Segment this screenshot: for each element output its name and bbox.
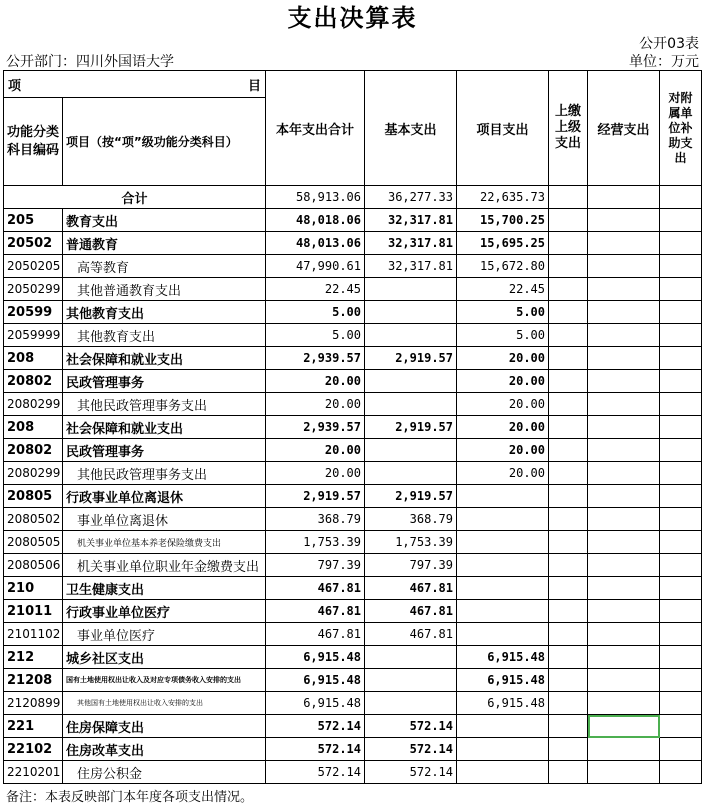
row-subsidy[interactable] (660, 623, 702, 646)
row-upper[interactable] (549, 531, 588, 554)
row-project[interactable]: 20.00 (457, 416, 549, 439)
table-code: 公开03表 (639, 36, 699, 52)
row-business[interactable] (588, 577, 660, 600)
row-code[interactable]: 2080506 (4, 554, 63, 577)
row-total[interactable]: 2,919.57 (266, 485, 365, 508)
row-name[interactable]: 其他民政管理事务支出 (63, 462, 266, 485)
row-total[interactable]: 5.00 (266, 301, 365, 324)
row-upper[interactable] (549, 232, 588, 255)
table-row (4, 462, 702, 485)
row-name[interactable]: 机关事业单位基本养老保险缴费支出 (63, 531, 266, 554)
row-business[interactable] (588, 761, 660, 784)
row-name[interactable]: 其他教育支出 (63, 301, 266, 324)
row-code[interactable]: 2080502 (4, 508, 63, 531)
row-project[interactable]: 15,695.25 (457, 232, 549, 255)
row-project[interactable] (457, 531, 549, 554)
row-name[interactable]: 行政事业单位医疗 (63, 600, 266, 623)
row-total[interactable]: 572.14 (266, 738, 365, 761)
row-project[interactable]: 6,915.48 (457, 669, 549, 692)
total-project[interactable]: 22,635.73 (457, 186, 549, 209)
row-business[interactable] (588, 738, 660, 761)
total-label[interactable]: 合计 (4, 186, 266, 209)
row-total[interactable]: 6,915.48 (266, 669, 365, 692)
row-basic[interactable]: 2,919.57 (365, 485, 457, 508)
row-business[interactable] (588, 439, 660, 462)
table-row (4, 439, 702, 462)
row-basic[interactable]: 368.79 (365, 508, 457, 531)
row-code[interactable]: 2120899 (4, 692, 63, 715)
row-subsidy[interactable] (660, 738, 702, 761)
row-upper[interactable] (549, 669, 588, 692)
row-basic[interactable]: 467.81 (365, 577, 457, 600)
table-row (4, 508, 702, 531)
footnote: 备注：本表反映部门本年度各项支出情况。 (6, 790, 254, 805)
row-name[interactable]: 卫生健康支出 (63, 577, 266, 600)
row-upper[interactable] (549, 393, 588, 416)
row-business[interactable] (588, 692, 660, 715)
row-project[interactable] (457, 600, 549, 623)
header-name[interactable]: 项目（按“项”级功能分类科目） (63, 98, 266, 186)
row-code[interactable]: 2080299 (4, 393, 63, 416)
row-project[interactable]: 20.00 (457, 347, 549, 370)
header-subsidy[interactable]: 对附属单位补助支出 (660, 71, 702, 186)
header-code[interactable]: 功能分类科目编码 (4, 98, 63, 186)
row-upper[interactable] (549, 738, 588, 761)
row-business[interactable] (588, 301, 660, 324)
row-subsidy[interactable] (660, 508, 702, 531)
row-name[interactable]: 教育支出 (63, 209, 266, 232)
row-total[interactable]: 6,915.48 (266, 692, 365, 715)
row-subsidy[interactable] (660, 761, 702, 784)
row-upper[interactable] (549, 347, 588, 370)
table-row (4, 209, 702, 232)
row-project[interactable] (457, 738, 549, 761)
row-subsidy[interactable] (660, 301, 702, 324)
row-upper[interactable] (549, 462, 588, 485)
row-name[interactable]: 其他教育支出 (63, 324, 266, 347)
header-upper[interactable]: 上缴上级支出 (549, 71, 588, 186)
row-basic[interactable] (365, 439, 457, 462)
row-code[interactable]: 2080299 (4, 462, 63, 485)
department-label: 公开部门：四川外国语大学 (6, 54, 174, 70)
row-upper[interactable] (549, 255, 588, 278)
row-code[interactable]: 21208 (4, 669, 63, 692)
row-total[interactable]: 20.00 (266, 370, 365, 393)
table-row (4, 255, 702, 278)
row-business[interactable] (588, 485, 660, 508)
row-project[interactable] (457, 761, 549, 784)
header-item-cell[interactable] (4, 71, 266, 98)
row-subsidy[interactable] (660, 715, 702, 738)
row-subsidy[interactable] (660, 232, 702, 255)
row-project[interactable]: 5.00 (457, 324, 549, 347)
row-code[interactable]: 22102 (4, 738, 63, 761)
row-project[interactable]: 15,672.80 (457, 255, 549, 278)
table-row (4, 692, 702, 715)
row-total[interactable]: 20.00 (266, 462, 365, 485)
row-name[interactable]: 普通教育 (63, 232, 266, 255)
row-subsidy[interactable] (660, 692, 702, 715)
row-upper[interactable] (549, 370, 588, 393)
row-upper[interactable] (549, 623, 588, 646)
header-item-left: 项 (8, 79, 22, 94)
row-subsidy[interactable] (660, 554, 702, 577)
row-upper[interactable] (549, 646, 588, 669)
row-basic[interactable]: 32,317.81 (365, 232, 457, 255)
row-basic[interactable]: 32,317.81 (365, 209, 457, 232)
row-business[interactable] (588, 232, 660, 255)
row-code[interactable]: 20599 (4, 301, 63, 324)
row-project[interactable]: 22.45 (457, 278, 549, 301)
row-subsidy[interactable] (660, 600, 702, 623)
row-project[interactable]: 6,915.48 (457, 646, 549, 669)
row-upper[interactable] (549, 600, 588, 623)
table-row (4, 347, 702, 370)
header-project[interactable]: 项目支出 (457, 71, 549, 186)
row-basic[interactable]: 572.14 (365, 715, 457, 738)
row-code[interactable]: 2210201 (4, 761, 63, 784)
row-basic[interactable]: 2,919.57 (365, 416, 457, 439)
row-subsidy[interactable] (660, 370, 702, 393)
row-business[interactable] (588, 255, 660, 278)
row-code[interactable]: 20802 (4, 439, 63, 462)
row-total[interactable]: 2,939.57 (266, 347, 365, 370)
total-business[interactable] (588, 186, 660, 209)
row-subsidy[interactable] (660, 646, 702, 669)
header-total[interactable]: 本年支出合计 (266, 71, 365, 186)
row-upper[interactable] (549, 485, 588, 508)
table-row (4, 278, 702, 301)
table-row (4, 715, 702, 738)
total-upper[interactable] (549, 186, 588, 209)
row-basic[interactable] (365, 646, 457, 669)
row-basic[interactable] (365, 301, 457, 324)
table-row (4, 416, 702, 439)
table-row (4, 600, 702, 623)
table-row (4, 324, 702, 347)
table-row (4, 623, 702, 646)
row-total[interactable]: 5.00 (266, 324, 365, 347)
table-row (4, 232, 702, 255)
table-row (4, 531, 702, 554)
row-business[interactable] (588, 393, 660, 416)
row-name[interactable]: 社会保障和就业支出 (63, 416, 266, 439)
total-subsidy[interactable] (660, 186, 702, 209)
row-project[interactable] (457, 715, 549, 738)
row-basic[interactable]: 1,753.39 (365, 531, 457, 554)
row-code[interactable]: 212 (4, 646, 63, 669)
row-subsidy[interactable] (660, 462, 702, 485)
row-name[interactable]: 事业单位离退休 (63, 508, 266, 531)
row-upper[interactable] (549, 324, 588, 347)
unit-label: 单位：万元 (629, 54, 699, 70)
table-row (4, 761, 702, 784)
row-total[interactable]: 2,939.57 (266, 416, 365, 439)
row-upper[interactable] (549, 278, 588, 301)
row-name[interactable]: 机关事业单位职业年金缴费支出 (63, 554, 266, 577)
row-basic[interactable]: 797.39 (365, 554, 457, 577)
row-business[interactable] (588, 623, 660, 646)
row-subsidy[interactable] (660, 255, 702, 278)
row-subsidy[interactable] (660, 278, 702, 301)
row-code[interactable]: 21011 (4, 600, 63, 623)
row-total[interactable]: 467.81 (266, 600, 365, 623)
row-total[interactable]: 22.45 (266, 278, 365, 301)
row-upper[interactable] (549, 554, 588, 577)
row-basic[interactable]: 572.14 (365, 761, 457, 784)
row-code[interactable]: 2050299 (4, 278, 63, 301)
row-upper[interactable] (549, 761, 588, 784)
row-code[interactable]: 208 (4, 347, 63, 370)
row-basic[interactable] (365, 370, 457, 393)
row-name[interactable]: 高等教育 (63, 255, 266, 278)
row-project[interactable] (457, 577, 549, 600)
row-code[interactable]: 205 (4, 209, 63, 232)
row-subsidy[interactable] (660, 485, 702, 508)
row-project[interactable] (457, 623, 549, 646)
row-total[interactable]: 467.81 (266, 623, 365, 646)
table-row (4, 577, 702, 600)
row-total[interactable]: 797.39 (266, 554, 365, 577)
row-total[interactable]: 572.14 (266, 715, 365, 738)
row-business[interactable] (588, 324, 660, 347)
row-subsidy[interactable] (660, 577, 702, 600)
row-basic[interactable] (365, 278, 457, 301)
row-subsidy[interactable] (660, 416, 702, 439)
row-total[interactable]: 20.00 (266, 393, 365, 416)
row-subsidy[interactable] (660, 209, 702, 232)
row-basic[interactable]: 2,919.57 (365, 347, 457, 370)
row-upper[interactable] (549, 209, 588, 232)
table-row (4, 370, 702, 393)
row-business[interactable] (588, 462, 660, 485)
row-total[interactable]: 572.14 (266, 761, 365, 784)
row-total[interactable]: 6,915.48 (266, 646, 365, 669)
row-total[interactable]: 47,990.61 (266, 255, 365, 278)
row-upper[interactable] (549, 301, 588, 324)
row-total[interactable]: 467.81 (266, 577, 365, 600)
row-project[interactable]: 5.00 (457, 301, 549, 324)
row-total[interactable]: 48,018.06 (266, 209, 365, 232)
row-basic[interactable] (365, 692, 457, 715)
row-project[interactable]: 20.00 (457, 370, 549, 393)
row-name[interactable]: 民政管理事务 (63, 439, 266, 462)
row-project[interactable]: 6,915.48 (457, 692, 549, 715)
row-name[interactable]: 住房改革支出 (63, 738, 266, 761)
row-business[interactable] (588, 508, 660, 531)
row-business[interactable] (588, 600, 660, 623)
row-project[interactable]: 20.00 (457, 393, 549, 416)
total-basic[interactable]: 36,277.33 (365, 186, 457, 209)
row-upper[interactable] (549, 715, 588, 738)
row-project[interactable] (457, 485, 549, 508)
row-code[interactable]: 20805 (4, 485, 63, 508)
row-basic[interactable] (365, 393, 457, 416)
row-business[interactable] (588, 646, 660, 669)
row-project[interactable]: 20.00 (457, 462, 549, 485)
row-name[interactable]: 其他民政管理事务支出 (63, 393, 266, 416)
row-subsidy[interactable] (660, 324, 702, 347)
row-name[interactable]: 行政事业单位离退休 (63, 485, 266, 508)
row-upper[interactable] (549, 508, 588, 531)
header-item-right: 目 (247, 79, 261, 94)
row-upper[interactable] (549, 577, 588, 600)
row-name[interactable]: 住房公积金 (63, 761, 266, 784)
row-code[interactable]: 20802 (4, 370, 63, 393)
row-total[interactable]: 20.00 (266, 439, 365, 462)
row-business[interactable] (588, 416, 660, 439)
table-row (4, 485, 702, 508)
row-basic[interactable]: 467.81 (365, 600, 457, 623)
row-code[interactable]: 2059999 (4, 324, 63, 347)
table-row (4, 301, 702, 324)
row-project[interactable]: 15,700.25 (457, 209, 549, 232)
row-basic[interactable] (365, 669, 457, 692)
table-row (4, 646, 702, 669)
row-basic[interactable]: 32,317.81 (365, 255, 457, 278)
expenditure-table (3, 70, 702, 784)
row-total[interactable]: 1,753.39 (266, 531, 365, 554)
row-code[interactable]: 2080505 (4, 531, 63, 554)
row-business[interactable] (588, 370, 660, 393)
row-subsidy[interactable] (660, 669, 702, 692)
row-project[interactable]: 20.00 (457, 439, 549, 462)
row-business[interactable] (588, 347, 660, 370)
row-business[interactable] (588, 278, 660, 301)
row-subsidy[interactable] (660, 439, 702, 462)
row-upper[interactable] (549, 439, 588, 462)
row-code[interactable]: 2101102 (4, 623, 63, 646)
row-subsidy[interactable] (660, 347, 702, 370)
row-code[interactable]: 210 (4, 577, 63, 600)
row-business[interactable] (588, 554, 660, 577)
table-row (4, 554, 702, 577)
row-name[interactable]: 其他国有土地使用权出让收入安排的支出 (63, 692, 266, 715)
row-business[interactable] (588, 715, 660, 738)
row-name[interactable]: 城乡社区支出 (63, 646, 266, 669)
row-basic[interactable] (365, 462, 457, 485)
row-business[interactable] (588, 531, 660, 554)
row-business[interactable] (588, 669, 660, 692)
row-basic[interactable]: 572.14 (365, 738, 457, 761)
row-business[interactable] (588, 209, 660, 232)
page-title: 支出决算表 (287, 4, 418, 32)
header-basic[interactable]: 基本支出 (365, 71, 457, 186)
row-name[interactable]: 社会保障和就业支出 (63, 347, 266, 370)
row-total[interactable]: 48,013.06 (266, 232, 365, 255)
row-basic[interactable] (365, 324, 457, 347)
row-code[interactable]: 221 (4, 715, 63, 738)
row-upper[interactable] (549, 692, 588, 715)
row-name[interactable]: 事业单位医疗 (63, 623, 266, 646)
row-project[interactable] (457, 508, 549, 531)
row-upper[interactable] (549, 416, 588, 439)
row-name[interactable]: 住房保障支出 (63, 715, 266, 738)
table-row (4, 738, 702, 761)
table-row (4, 669, 702, 692)
row-total[interactable]: 368.79 (266, 508, 365, 531)
row-code[interactable]: 2050205 (4, 255, 63, 278)
row-name[interactable]: 国有土地使用权出让收入及对应专项债务收入安排的支出 (63, 669, 266, 692)
row-project[interactable] (457, 554, 549, 577)
row-name[interactable]: 民政管理事务 (63, 370, 266, 393)
row-subsidy[interactable] (660, 393, 702, 416)
total-total[interactable]: 58,913.06 (266, 186, 365, 209)
row-code[interactable]: 20502 (4, 232, 63, 255)
row-name[interactable]: 其他普通教育支出 (63, 278, 266, 301)
table-row (4, 393, 702, 416)
row-subsidy[interactable] (660, 531, 702, 554)
row-code[interactable]: 208 (4, 416, 63, 439)
header-business[interactable]: 经营支出 (588, 71, 660, 186)
row-basic[interactable]: 467.81 (365, 623, 457, 646)
